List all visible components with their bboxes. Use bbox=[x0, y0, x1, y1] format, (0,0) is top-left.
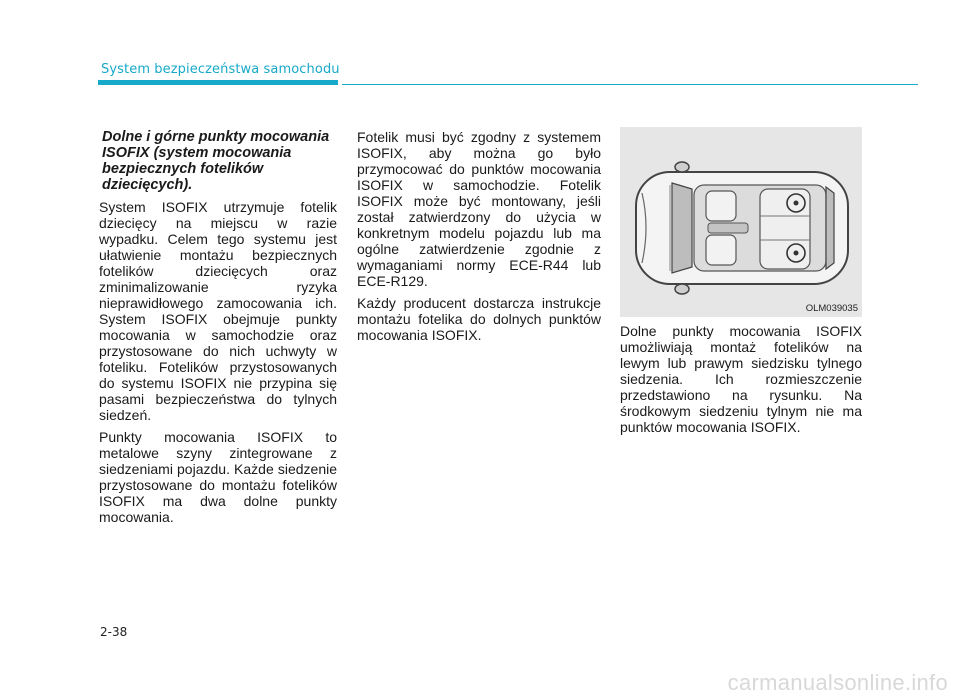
text-column-1 bbox=[99, 129, 337, 531]
header-accent-bar bbox=[98, 80, 338, 85]
text-column-2 bbox=[357, 129, 601, 349]
paragraph: Dolne punkty mocowania ISOFIX umożliwiają montaż fotelików na lewym lub prawym siedzisku tylnego siedzenia. Ich rozmieszczenie przedstawiono na rysunku. Na środkowym siedzeniu tylnym nie ma punktów mocowania ISOFIX. bbox=[620, 323, 862, 435]
paragraph: Punkty mocowania ISOFIX to metalowe szyny zintegrowane z siedzeniami pojazdu. Każde siedzenie przystosowane do montażu fotelików ISOFIX ma dwa dolne punkty mocowania. bbox=[99, 429, 337, 525]
paragraph: Fotelik musi być zgodny z systemem ISOFIX, aby można go było przymocować do punktów mocowania ISOFIX w samochodzie. Fotelik ISOFIX może być montowany, jeśli został zatwierdzony do użycia w konkretnym modelu pojazdu lub ma ogólne zatwierdzenie zgodnie z wymaganiami normy ECE-R44 lub ECE-R129. bbox=[357, 129, 601, 289]
paragraph: Każdy producent dostarcza instrukcje montażu fotelika do dolnych punktów mocowania ISOFIX. bbox=[357, 295, 601, 343]
car-top-view-illustration bbox=[620, 127, 862, 317]
paragraph: System ISOFIX utrzymuje fotelik dziecięcy na miejscu w razie wypadku. Celem tego systemu jest ułatwienie montażu bezpiecznych fotelików dziecięcych oraz zminimalizowanie ryzyka nieprawidłowego zamocowania ich. System ISOFIX obejmuje punkty mocowania w samochodzie oraz przystosowane do nich uchwyty w foteliku. Fotelików przystosowanych do systemu ISOFIX nie przypina się pasami bezpieczeństwa do tylnych siedzeń. bbox=[99, 199, 337, 423]
isofix-car-figure bbox=[620, 127, 862, 317]
header-rule bbox=[342, 84, 918, 85]
watermark: carmanualsonline.info bbox=[727, 670, 948, 695]
section-heading: Dolne i górne punkty mocowania ISOFIX (system mocowania bezpiecznych fotelików dziecięcych). bbox=[102, 129, 330, 193]
figure-code: OLM039035 bbox=[805, 303, 858, 314]
page-number: 2-38 bbox=[100, 625, 128, 639]
text-column-3 bbox=[620, 323, 862, 441]
section-title: System bezpieczeństwa samochodu bbox=[101, 62, 340, 77]
